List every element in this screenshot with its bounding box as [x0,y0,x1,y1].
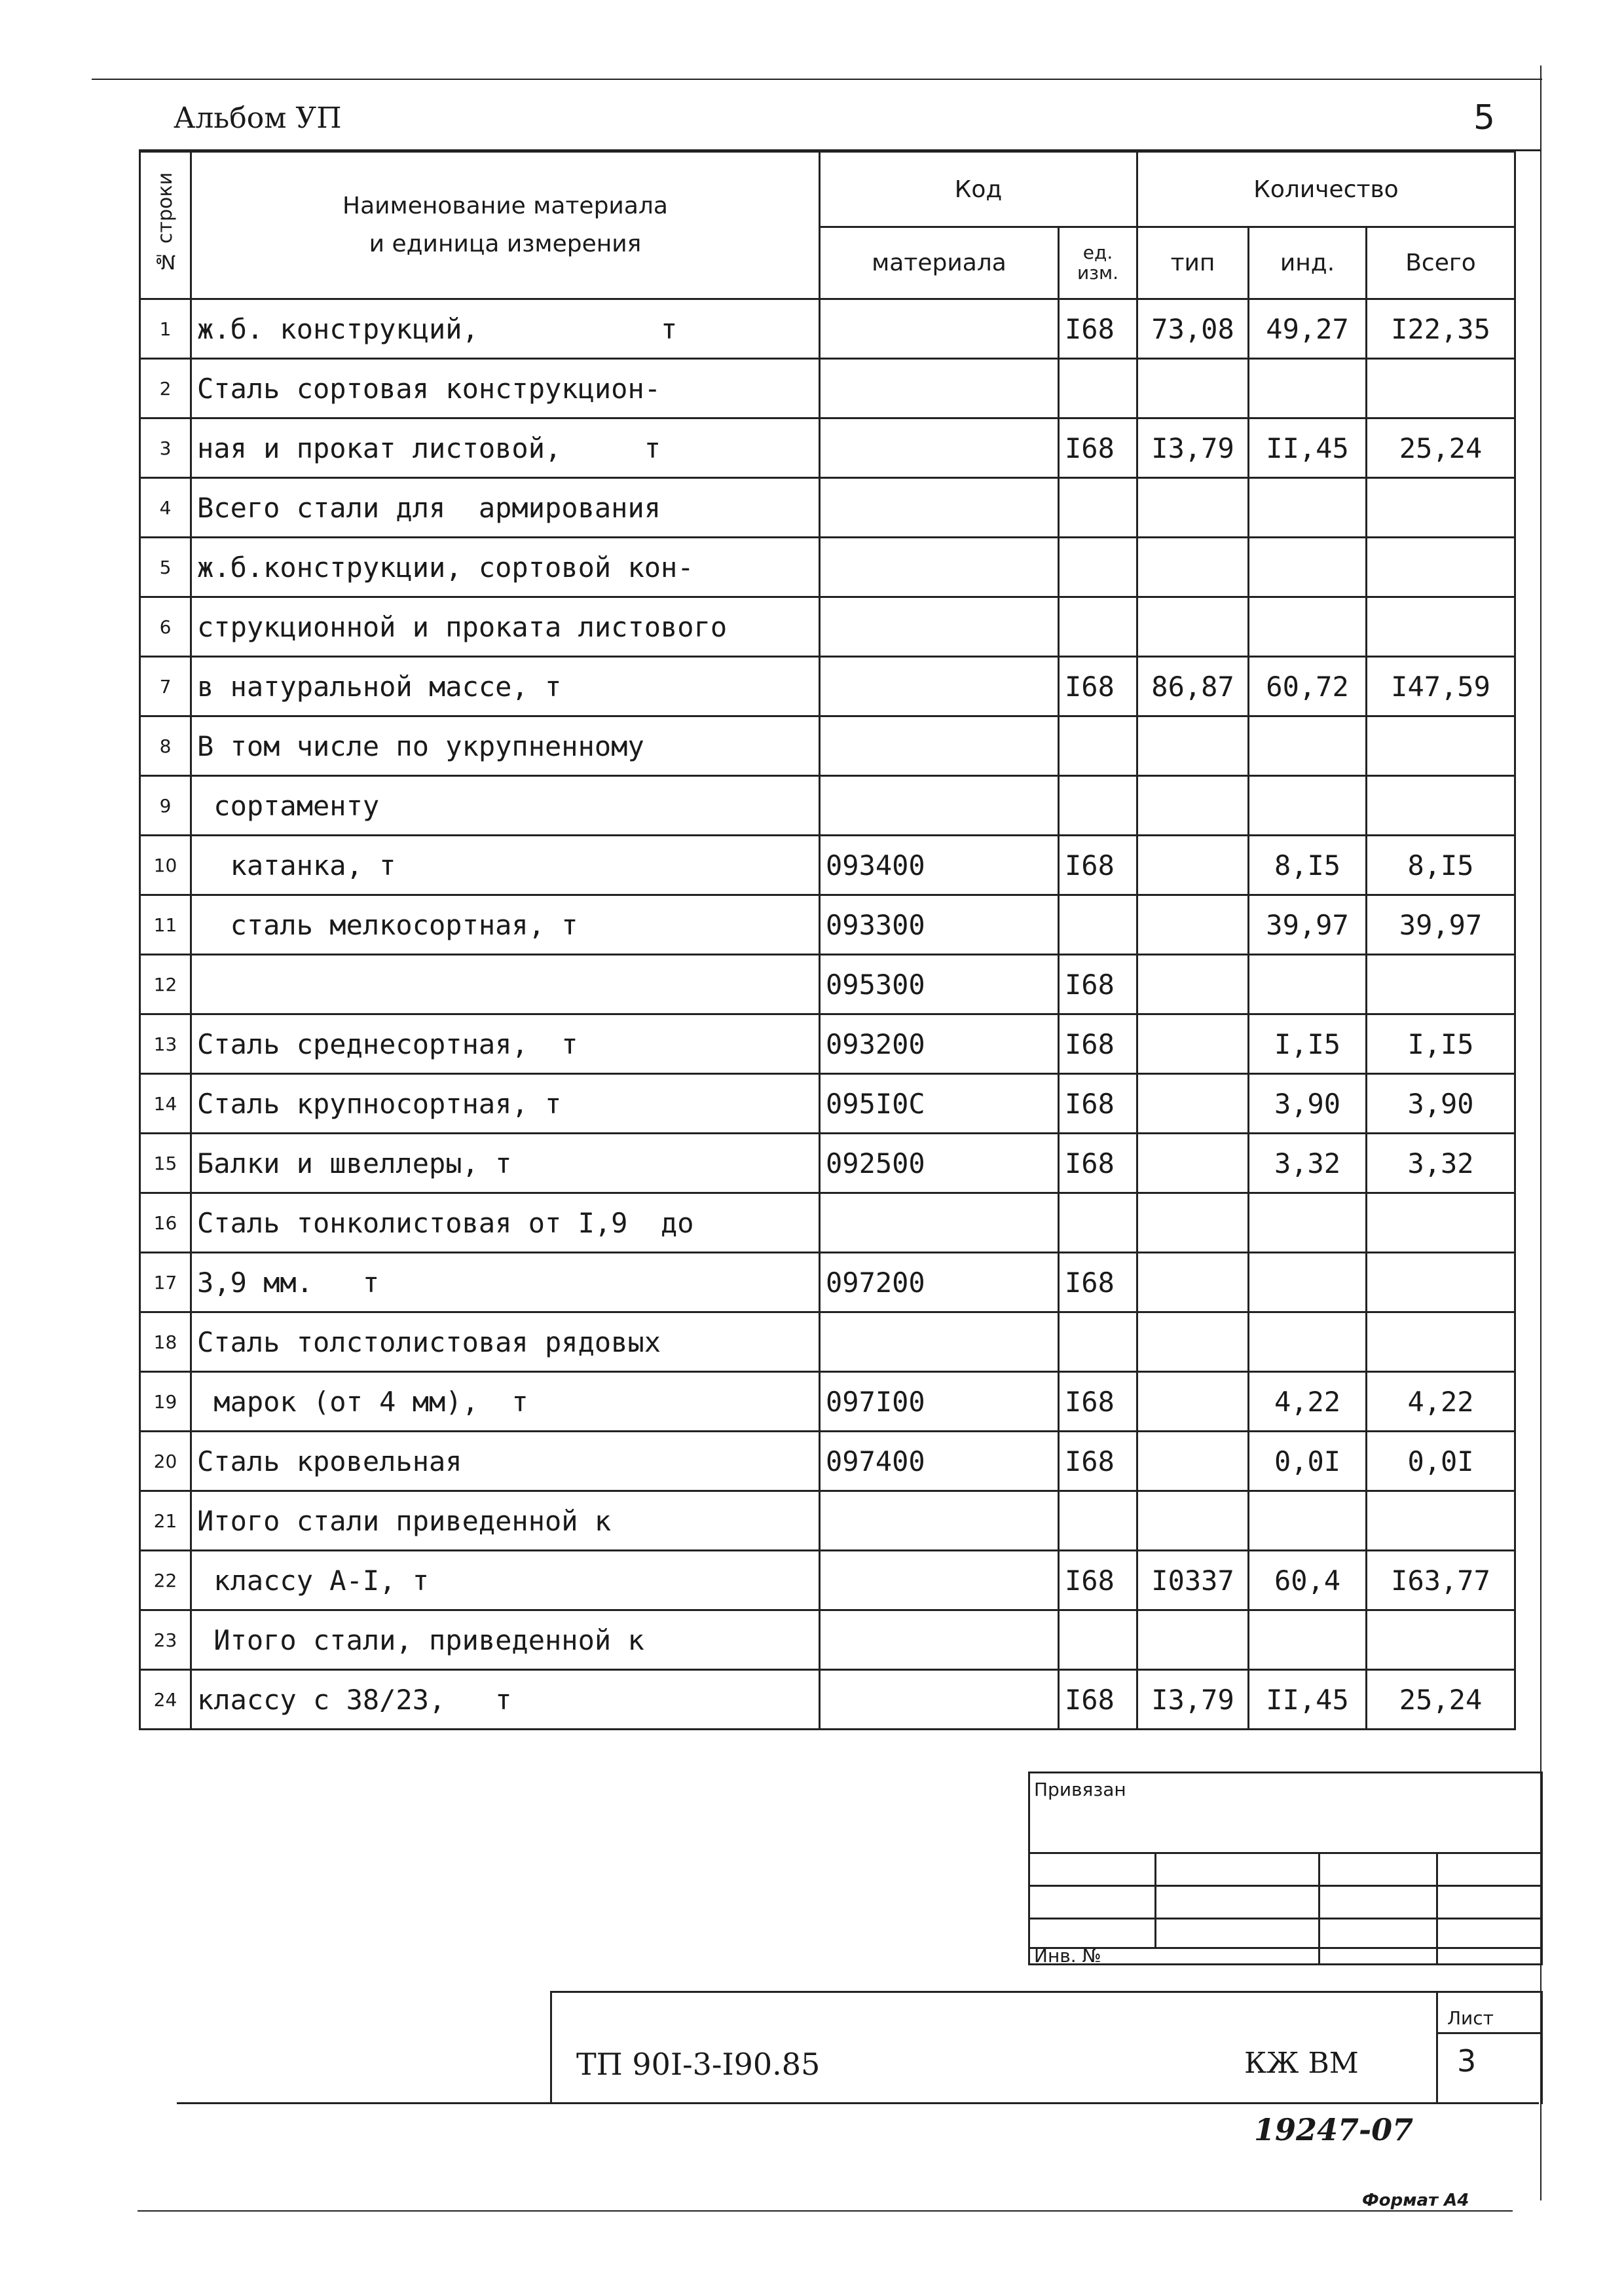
header-material-code: материала [820,227,1059,299]
table-row [140,1074,1515,1134]
qty-individual: 3,90 [1249,1074,1367,1134]
album-title: Альбом УП [174,102,342,135]
table-row [140,1491,1515,1551]
qty-individual: 60,4 [1249,1551,1367,1610]
unit-code: I68 [1059,955,1137,1014]
qty-total [1367,1610,1515,1670]
handwritten-number: 19247-07 [1254,2112,1414,2147]
row-number: 19 [140,1372,191,1432]
unit-code: I68 [1059,657,1137,716]
bottom-edge-line [138,2210,1513,2212]
qty-total [1367,1193,1515,1253]
qty-individual [1249,955,1367,1014]
row-number: 3 [140,418,191,478]
stamp-vline-3 [1436,1852,1438,1963]
qty-total [1367,359,1515,418]
unit-code [1059,895,1137,955]
unit-code: I68 [1059,1074,1137,1134]
material-code: 093200 [820,1014,1059,1074]
qty-total: 39,97 [1367,895,1515,955]
row-number: 17 [140,1253,191,1312]
stamp-line-2 [1030,1885,1541,1887]
qty-individual: II,45 [1249,1670,1367,1730]
qty-total [1367,597,1515,657]
qty-individual [1249,597,1367,657]
material-code: 097I00 [820,1372,1059,1432]
unit-code [1059,716,1137,776]
qty-total: 25,24 [1367,418,1515,478]
qty-individual [1249,359,1367,418]
row-number: 7 [140,657,191,716]
material-code: 093300 [820,895,1059,955]
table-row [140,836,1515,895]
table-row [140,716,1515,776]
material-name: ж.б. конструкций, т [191,299,820,359]
qty-type [1137,716,1249,776]
qty-type [1137,478,1249,538]
qty-individual: II,45 [1249,418,1367,478]
qty-individual: 8,I5 [1249,836,1367,895]
material-name: Балки и швеллеры, т [191,1134,820,1193]
qty-total [1367,716,1515,776]
material-name: Сталь тонколистовая от I,9 до [191,1193,820,1253]
qty-individual [1249,716,1367,776]
material-code: 095300 [820,955,1059,1014]
unit-code: I68 [1059,1432,1137,1491]
document-code: ТП 90I-3-I90.85 [576,2047,821,2082]
material-name: ная и прокат листовой, т [191,418,820,478]
page-number: 5 [1473,98,1496,138]
row-number: 1 [140,299,191,359]
qty-total: I,I5 [1367,1014,1515,1074]
table-row [140,418,1515,478]
attached-stamp [1028,1771,1543,1965]
frame-bottom-line [177,2102,1539,2104]
qty-type: 73,08 [1137,299,1249,359]
row-number: 9 [140,776,191,836]
row-number: 21 [140,1491,191,1551]
qty-individual: 0,0I [1249,1432,1367,1491]
material-name: марок (от 4 мм), т [191,1372,820,1432]
header-quantity: Количество [1137,152,1515,227]
material-code [820,1610,1059,1670]
qty-type [1137,776,1249,836]
material-name: Сталь среднесортная, т [191,1014,820,1074]
qty-type: I3,79 [1137,418,1249,478]
row-number: 15 [140,1134,191,1193]
unit-code: I68 [1059,1551,1137,1610]
inventory-number-label: Инв. № [1034,1945,1101,1967]
material-name: Всего стали для армирования [191,478,820,538]
qty-individual [1249,1610,1367,1670]
material-code [820,1312,1059,1372]
qty-total [1367,1491,1515,1551]
qty-type: I3,79 [1137,1670,1249,1730]
material-name: классу А-I, т [191,1551,820,1610]
qty-type [1137,1193,1249,1253]
row-number: 16 [140,1193,191,1253]
table-row [140,359,1515,418]
material-code [820,657,1059,716]
qty-total [1367,478,1515,538]
row-number: 22 [140,1551,191,1610]
unit-code [1059,359,1137,418]
material-code: 097200 [820,1253,1059,1312]
attached-label: Привязан [1034,1779,1126,1800]
table-row [140,478,1515,538]
qty-total: I47,59 [1367,657,1515,716]
sheet-value: 3 [1457,2043,1477,2079]
table-row [140,1551,1515,1610]
unit-code [1059,597,1137,657]
material-code [820,478,1059,538]
header-total: Всего [1367,227,1515,299]
qty-individual [1249,1491,1367,1551]
material-code [820,1193,1059,1253]
table-row [140,1253,1515,1312]
qty-individual [1249,1312,1367,1372]
qty-total: 8,I5 [1367,836,1515,895]
qty-individual [1249,1253,1367,1312]
row-number: 2 [140,359,191,418]
material-name: Сталь сортовая конструкцион- [191,359,820,418]
sheet-label: Лист [1447,2007,1494,2029]
unit-code: I68 [1059,418,1137,478]
qty-total: 3,90 [1367,1074,1515,1134]
unit-code: I68 [1059,1014,1137,1074]
qty-type [1137,1014,1249,1074]
stamp-vline-2 [1318,1852,1320,1963]
header-code: Код [820,152,1137,227]
material-name: Сталь толстолистовая рядовых [191,1312,820,1372]
header-material-name: Наименование материала и единица измерения [191,152,820,299]
material-name: Итого стали приведенной к [191,1491,820,1551]
document-mark: КЖ ВМ [1244,2047,1359,2080]
table-row [140,776,1515,836]
unit-code [1059,1193,1137,1253]
row-number: 13 [140,1014,191,1074]
material-name [191,955,820,1014]
qty-type [1137,1074,1249,1134]
row-number: 12 [140,955,191,1014]
row-number: 8 [140,716,191,776]
material-code [820,1491,1059,1551]
title-block-sheet-line [1436,2032,1541,2034]
qty-total: 0,0I [1367,1432,1515,1491]
material-code: 097400 [820,1432,1059,1491]
qty-individual [1249,776,1367,836]
table-row [140,1014,1515,1074]
unit-code [1059,478,1137,538]
stamp-line-3 [1030,1918,1541,1919]
unit-code [1059,1610,1137,1670]
material-name: в натуральной массе, т [191,657,820,716]
material-code [820,1670,1059,1730]
qty-individual: 49,27 [1249,299,1367,359]
qty-type: I0337 [1137,1551,1249,1610]
qty-type [1137,1372,1249,1432]
material-name: струкционной и проката листового [191,597,820,657]
material-code [820,359,1059,418]
qty-type [1137,1610,1249,1670]
table-row [140,657,1515,716]
qty-total [1367,776,1515,836]
material-code [820,418,1059,478]
material-code [820,776,1059,836]
stamp-line-4 [1030,1947,1541,1949]
table-row [140,1610,1515,1670]
unit-code: I68 [1059,836,1137,895]
row-number: 5 [140,538,191,597]
material-name: Сталь кровельная [191,1432,820,1491]
qty-total: I22,35 [1367,299,1515,359]
material-code [820,538,1059,597]
materials-table [139,151,1516,1730]
qty-type [1137,1253,1249,1312]
header-individual: инд. [1249,227,1367,299]
row-number: 10 [140,836,191,895]
table-row [140,299,1515,359]
qty-individual [1249,538,1367,597]
qty-individual [1249,478,1367,538]
row-number: 20 [140,1432,191,1491]
qty-individual [1249,1193,1367,1253]
qty-type [1137,538,1249,597]
unit-code [1059,538,1137,597]
format-label: Формат А4 [1362,2191,1469,2210]
qty-type [1137,1312,1249,1372]
material-code [820,299,1059,359]
unit-code: I68 [1059,1670,1137,1730]
material-code: 092500 [820,1134,1059,1193]
row-number: 24 [140,1670,191,1730]
unit-code: I68 [1059,1372,1137,1432]
qty-total [1367,1312,1515,1372]
qty-total: 4,22 [1367,1372,1515,1432]
table-row [140,895,1515,955]
table-row [140,1312,1515,1372]
qty-type [1137,836,1249,895]
row-number: 4 [140,478,191,538]
row-number: 6 [140,597,191,657]
material-name: 3,9 мм. т [191,1253,820,1312]
qty-type [1137,359,1249,418]
table-row [140,1134,1515,1193]
table-row [140,1670,1515,1730]
material-name: сталь мелкосортная, т [191,895,820,955]
unit-code: I68 [1059,1253,1137,1312]
qty-individual: 39,97 [1249,895,1367,955]
table-row [140,955,1515,1014]
unit-code [1059,1491,1137,1551]
unit-code: I68 [1059,1134,1137,1193]
table-row [140,1193,1515,1253]
qty-individual: 4,22 [1249,1372,1367,1432]
material-code [820,597,1059,657]
qty-total [1367,955,1515,1014]
qty-type [1137,1134,1249,1193]
table-row [140,597,1515,657]
material-name: сортаменту [191,776,820,836]
material-code [820,716,1059,776]
row-number: 14 [140,1074,191,1134]
qty-type [1137,955,1249,1014]
header-type: тип [1137,227,1249,299]
unit-code [1059,776,1137,836]
qty-type [1137,597,1249,657]
material-name: ж.б.конструкции, сортовой кон- [191,538,820,597]
stamp-line-1 [1030,1852,1541,1854]
material-name: Сталь крупносортная, т [191,1074,820,1134]
qty-individual: I,I5 [1249,1014,1367,1074]
qty-type [1137,1491,1249,1551]
header-rownum: № строки [140,152,191,299]
material-name: катанка, т [191,836,820,895]
unit-code: I68 [1059,299,1137,359]
row-number: 23 [140,1610,191,1670]
qty-total: 25,24 [1367,1670,1515,1730]
stamp-vline-1 [1154,1852,1156,1947]
material-name: Итого стали, приведенной к [191,1610,820,1670]
qty-type [1137,1432,1249,1491]
title-block-vline [1436,1993,1438,2104]
qty-total [1367,538,1515,597]
material-code: 095I0C [820,1074,1059,1134]
qty-total: I63,77 [1367,1551,1515,1610]
table-row [140,1372,1515,1432]
table-row [140,1432,1515,1491]
row-number: 18 [140,1312,191,1372]
unit-code [1059,1312,1137,1372]
frame-top-line [92,79,1542,80]
material-code [820,1551,1059,1610]
material-code: 093400 [820,836,1059,895]
material-name: В том числе по укрупненному [191,716,820,776]
header-unit: ед. изм. [1059,227,1137,299]
table-row [140,538,1515,597]
qty-type: 86,87 [1137,657,1249,716]
qty-type [1137,895,1249,955]
qty-total [1367,1253,1515,1312]
row-number: 11 [140,895,191,955]
qty-individual: 60,72 [1249,657,1367,716]
material-name: классу с 38/23, т [191,1670,820,1730]
qty-individual: 3,32 [1249,1134,1367,1193]
qty-total: 3,32 [1367,1134,1515,1193]
